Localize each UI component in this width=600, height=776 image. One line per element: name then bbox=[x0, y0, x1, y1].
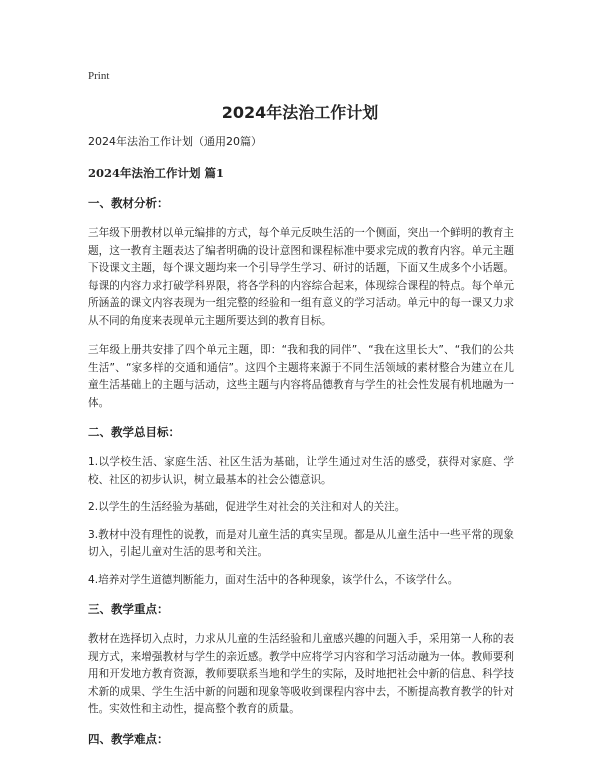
section-3 bbox=[88, 601, 514, 719]
paragraph: 三年级下册教材以单元编排的方式，每个单元反映生活的一个侧面，突出一个鲜明的教育主题，这一教育主题表达了编者明确的设计意图和课程标准中要求完成的教育内容。单元主题下设课文主题，每个课文题均来一个引导学生学习、研讨的话题，下面又生成多个小话题。每课的内容力求打破学科界限，将各学科的内容综合起来，体现综合课程的特点。每个单元所涵盖的课文内容表现为一组完整的经验和一组有意义的学习活动。单元中的每一课又力求从不同的角度来表现单元主题所要达到的教育目标。 bbox=[88, 227, 514, 327]
paragraph: 2.以学生的生活经验为基础，促进学生对社会的关注和对人的关注。 bbox=[88, 501, 406, 513]
section-heading: 三、教学重点： bbox=[88, 602, 169, 616]
print-label[interactable]: Print bbox=[88, 70, 110, 82]
section-heading: 一、教材分析： bbox=[88, 196, 169, 210]
section-1 bbox=[88, 195, 514, 412]
section-heading: 二、教学总目标： bbox=[88, 425, 180, 439]
part-title: 2024年法治工作计划 篇1 bbox=[88, 166, 225, 180]
paragraph: 3.教材中没有理性的说教，而是对儿童生活的真实呈现。都是从儿童生活中一些平常的现象切入，引起儿童对生活的思考和关注。 bbox=[88, 528, 514, 558]
paragraph: 4.培养对学生道德判断能力，面对生活中的各种现象，该学什么，不该学什么。 bbox=[88, 573, 459, 586]
section-heading: 四、教学难点： bbox=[88, 731, 169, 746]
section-2 bbox=[88, 424, 514, 589]
document-body bbox=[88, 133, 514, 761]
paragraph: 三年级上册共安排了四个单元主题，即：“我和我的同伴”、“我在这里长大”、“我们的公共生活”、“家多样的交通和通信”。这四个主题将来源于不同生活领域的素材整合为建立在儿童生活基础上的主题与活动，这些主题与内容将品德教育与学生的社会性发展有机地融为一体。 bbox=[88, 344, 514, 409]
paragraph: 教材在选择切入点时，力求从儿童的生活经验和儿童感兴趣的问题入手，采用第一人称的表现方式，来增强教材与学生的亲近感。教学中应将学习内容和学习活动融为一体。教师要利用和开发地方教育资源，教师要联系当地和学生的实际，及时地把社会中新的信息、科学技术新的成果、学生生活中新的问题和现象等吸收到课程内容中去，不断提高教育教学的针对性。实效性和主动性，提高整个教育的质量。 bbox=[88, 633, 514, 715]
paragraph: 1.以学校生活、家庭生活、社区生活为基础，让学生通过对生活的感受，获得对家庭、学校、社区的初步认识，树立最基本的社会公德意识。 bbox=[88, 456, 514, 486]
document-subtitle: 2024年法治工作计划（通用20篇） bbox=[88, 135, 262, 148]
page-title: 2024年法治工作计划 bbox=[221, 103, 379, 122]
section-4 bbox=[88, 731, 514, 747]
